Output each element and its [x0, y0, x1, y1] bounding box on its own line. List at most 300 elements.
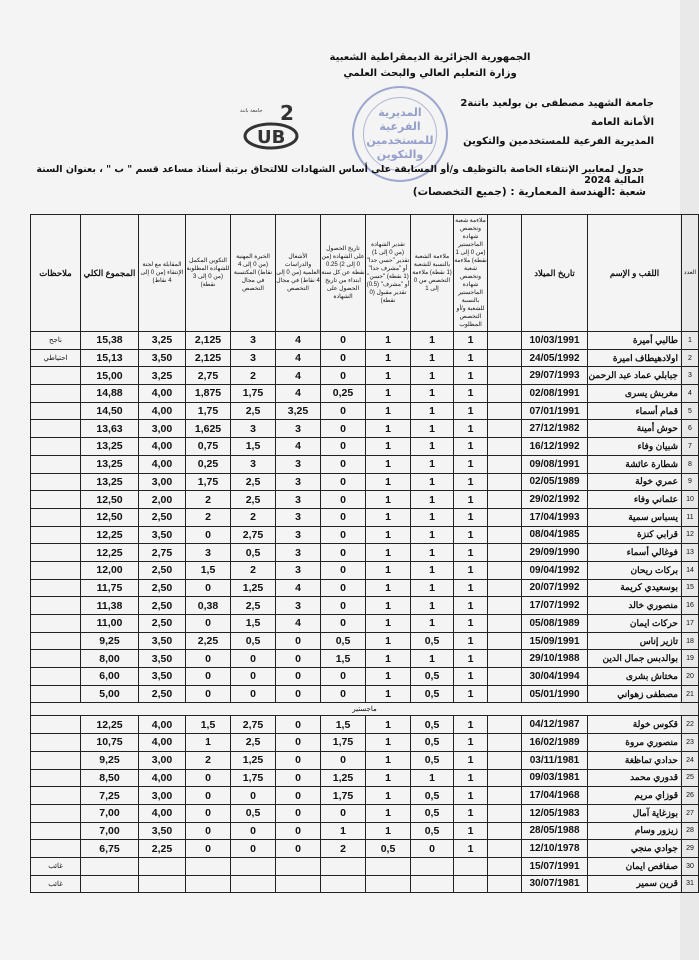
col-c7: التكوين المكمل للشهادة المطلوبة (من 0 إلى 3 نقطة) — [186, 215, 231, 332]
cell-birth-date: 29/02/1992 — [522, 491, 588, 509]
cell-grade: 1 — [366, 734, 411, 752]
cell-specialty: 0,5 — [411, 685, 454, 703]
cell-name: قرين سمير — [588, 875, 682, 893]
cell-specialty: 1 — [411, 473, 454, 491]
col-c2: ملاءمة الشعبة بالنسبة للشعبة (1 نقطة) ملاءمة التخصص من 0 إلى 1 — [411, 215, 454, 332]
cell-date-obtained: 0 — [321, 526, 366, 544]
cell-birth-date: 27/12/1982 — [522, 420, 588, 438]
cell-number: 30 — [682, 857, 699, 875]
cell-grade: 1 — [366, 822, 411, 840]
cell-grade: 1 — [366, 491, 411, 509]
cell-interview: 4,00 — [139, 438, 186, 456]
cell-notes — [31, 508, 81, 526]
cell-date-obtained: 0 — [321, 402, 366, 420]
cell-experience: 3 — [231, 332, 276, 350]
table-row — [31, 579, 699, 597]
cell-experience: 0 — [231, 685, 276, 703]
cell-grade: 1 — [366, 473, 411, 491]
cell-total: 13,63 — [81, 420, 139, 438]
cell-total — [81, 857, 139, 875]
cell-works: 0 — [276, 716, 321, 734]
cell-name: قمام أسماء — [588, 402, 682, 420]
cell-specialty: 1 — [411, 367, 454, 385]
cell-name: حركات ايمان — [588, 615, 682, 633]
cell-specialty: 0,5 — [411, 787, 454, 805]
cell-grade: 1 — [366, 420, 411, 438]
cell-experience: 2,5 — [231, 473, 276, 491]
cell-branch: 1 — [454, 716, 488, 734]
cell-date-obtained: 1,75 — [321, 734, 366, 752]
cell-interview: 3,00 — [139, 420, 186, 438]
cell-interview — [139, 857, 186, 875]
cell-branch: 1 — [454, 420, 488, 438]
cell-works: 3 — [276, 491, 321, 509]
cell-birth-date: 17/04/1993 — [522, 508, 588, 526]
cell-experience: 1,25 — [231, 579, 276, 597]
cell-number: 13 — [682, 544, 699, 562]
document-subtitle: شعبة :الهندسة المعمارية : (جميع التخصصات) — [412, 186, 646, 198]
cell-training: 1,5 — [186, 561, 231, 579]
cell-interview: 2,50 — [139, 508, 186, 526]
cell-empty — [488, 632, 522, 650]
cell-notes — [31, 367, 81, 385]
cell-total: 9,25 — [81, 751, 139, 769]
cell-grade — [366, 857, 411, 875]
cell-empty — [488, 420, 522, 438]
cell-total: 11,00 — [81, 615, 139, 633]
cell-number: 17 — [682, 615, 699, 633]
cell-notes — [31, 402, 81, 420]
cell-number: 10 — [682, 491, 699, 509]
cell-name: عمري خولة — [588, 473, 682, 491]
header-right — [414, 94, 654, 151]
cell-branch: 1 — [454, 597, 488, 615]
cell-experience: 2,5 — [231, 734, 276, 752]
cell-interview: 4,00 — [139, 402, 186, 420]
cell-date-obtained: 0 — [321, 332, 366, 350]
cell-branch: 1 — [454, 804, 488, 822]
cell-birth-date: 05/08/1989 — [522, 615, 588, 633]
cell-total: 5,00 — [81, 685, 139, 703]
cell-grade: 1 — [366, 668, 411, 686]
cell-training: 0 — [186, 615, 231, 633]
cell-works: 4 — [276, 615, 321, 633]
cell-specialty: 0,5 — [411, 668, 454, 686]
cell-name: مصطفى زهواني — [588, 685, 682, 703]
cell-date-obtained: 0 — [321, 668, 366, 686]
cell-notes — [31, 685, 81, 703]
table-row — [31, 473, 699, 491]
cell-branch: 1 — [454, 349, 488, 367]
cell-specialty: 0,5 — [411, 804, 454, 822]
cell-works: 0 — [276, 650, 321, 668]
cell-date-obtained: 0 — [321, 544, 366, 562]
cell-specialty: 1 — [411, 385, 454, 403]
cell-experience: 1,5 — [231, 438, 276, 456]
cell-name: حوش أمينة — [588, 420, 682, 438]
cell-grade: 1 — [366, 787, 411, 805]
cell-interview: 3,50 — [139, 632, 186, 650]
cell-works: 0 — [276, 804, 321, 822]
cell-interview: 3,25 — [139, 332, 186, 350]
cell-interview: 3,00 — [139, 473, 186, 491]
cell-branch: 1 — [454, 561, 488, 579]
cell-number: 14 — [682, 561, 699, 579]
cell-experience: 2,75 — [231, 526, 276, 544]
cell-experience: 0 — [231, 822, 276, 840]
university-line: جامعة الشهيد مصطفى بن بولعيد باتنة2 — [460, 98, 654, 109]
cell-experience: 2 — [231, 561, 276, 579]
cell-grade: 1 — [366, 385, 411, 403]
cell-notes — [31, 769, 81, 787]
cell-date-obtained — [321, 875, 366, 893]
cell-date-obtained: 0 — [321, 438, 366, 456]
cell-interview: 4,00 — [139, 455, 186, 473]
cell-branch: 1 — [454, 402, 488, 420]
cell-experience: 1,75 — [231, 769, 276, 787]
cell-name: بوزغاية آمال — [588, 804, 682, 822]
cell-notes — [31, 385, 81, 403]
cell-birth-date: 09/08/1991 — [522, 455, 588, 473]
table-row — [31, 668, 699, 686]
cell-notes — [31, 822, 81, 840]
stamp-text: المديرية الفرعية للمستخدمين والتكوين — [366, 106, 434, 161]
cell-experience: 2 — [231, 508, 276, 526]
table-row — [31, 526, 699, 544]
cell-experience: 0 — [231, 840, 276, 858]
cell-specialty: 1 — [411, 579, 454, 597]
cell-works: 0 — [276, 751, 321, 769]
cell-total: 14,88 — [81, 385, 139, 403]
cell-empty — [488, 561, 522, 579]
cell-date-obtained: 2 — [321, 840, 366, 858]
cell-branch: 1 — [454, 385, 488, 403]
cell-grade: 1 — [366, 332, 411, 350]
cell-works: 3 — [276, 455, 321, 473]
cell-works: 3 — [276, 597, 321, 615]
cell-birth-date: 24/05/1992 — [522, 349, 588, 367]
cell-interview: 2,75 — [139, 544, 186, 562]
table-row — [31, 804, 699, 822]
cell-number: 25 — [682, 769, 699, 787]
cell-empty — [488, 349, 522, 367]
cell-specialty: 1 — [411, 769, 454, 787]
table-row — [31, 822, 699, 840]
cell-total: 12,25 — [81, 526, 139, 544]
cell-number: 16 — [682, 597, 699, 615]
cell-date-obtained: 0 — [321, 804, 366, 822]
cell-total: 15,00 — [81, 367, 139, 385]
cell-notes — [31, 840, 81, 858]
cell-total: 12,00 — [81, 561, 139, 579]
cell-branch: 1 — [454, 840, 488, 858]
cell-grade — [366, 875, 411, 893]
cell-training: 0 — [186, 526, 231, 544]
cell-grade: 1 — [366, 716, 411, 734]
cell-total: 15,38 — [81, 332, 139, 350]
table-row — [31, 385, 699, 403]
cell-number: 29 — [682, 840, 699, 858]
cell-total: 6,00 — [81, 668, 139, 686]
cell-works: 0 — [276, 769, 321, 787]
cell-total: 7,25 — [81, 787, 139, 805]
cell-notes — [31, 420, 81, 438]
cell-name: منصوري خالد — [588, 597, 682, 615]
cell-total: 12,50 — [81, 508, 139, 526]
cell-interview: 2,00 — [139, 491, 186, 509]
cell-interview — [139, 875, 186, 893]
col-c1: ملاءمة شعبة وتخصص شهادة الماجستير (من 0 إلى 1 نقطة) ملاءمة شعبة وتخصص شهادة الماجستير بالنسبة للشعبة و/أو التخصص المطلوب — [454, 215, 488, 332]
cell-name: مختاش بشرى — [588, 668, 682, 686]
cell-training: 1,75 — [186, 473, 231, 491]
cell-works: 3 — [276, 508, 321, 526]
cell-total: 6,75 — [81, 840, 139, 858]
cell-grade: 1 — [366, 632, 411, 650]
cell-interview: 3,25 — [139, 367, 186, 385]
cell-name: يسباس سمية — [588, 508, 682, 526]
cell-grade: 1 — [366, 526, 411, 544]
cell-interview: 3,00 — [139, 751, 186, 769]
cell-training: 3 — [186, 544, 231, 562]
cell-number: 7 — [682, 438, 699, 456]
cell-grade: 1 — [366, 544, 411, 562]
cell-notes — [31, 455, 81, 473]
col-c5: الأشغال والدراسات العلمية (من 0 إلى 4 نقاط) في مجال التخصص — [276, 215, 321, 332]
cell-name: زيزور وسام — [588, 822, 682, 840]
ministry-line: وزارة التعليم العالي والبحث العلمي — [343, 68, 517, 79]
cell-birth-date: 30/07/1981 — [522, 875, 588, 893]
cell-birth-date: 15/09/1991 — [522, 632, 588, 650]
cell-specialty: 1 — [411, 420, 454, 438]
cell-works: 0 — [276, 787, 321, 805]
cell-number: 6 — [682, 420, 699, 438]
cell-specialty: 0,5 — [411, 716, 454, 734]
table-row — [31, 650, 699, 668]
cell-notes — [31, 438, 81, 456]
cell-grade: 1 — [366, 508, 411, 526]
table-row — [31, 402, 699, 420]
cell-training: 0 — [186, 840, 231, 858]
cell-empty — [488, 734, 522, 752]
cell-total: 11,38 — [81, 597, 139, 615]
cell-total: 12,50 — [81, 491, 139, 509]
col-birth: تاريخ الميلاد — [522, 215, 588, 332]
cell-number: 12 — [682, 526, 699, 544]
cell-notes: احتياطي — [31, 349, 81, 367]
cell-specialty: 0,5 — [411, 751, 454, 769]
col-name: اللقب و الإسم — [588, 215, 682, 332]
cell-name: صفافص ايمان — [588, 857, 682, 875]
cell-specialty: 1 — [411, 561, 454, 579]
cell-works — [276, 875, 321, 893]
cell-branch: 1 — [454, 438, 488, 456]
cell-specialty: 1 — [411, 544, 454, 562]
table-row — [31, 349, 699, 367]
cell-birth-date: 07/01/1991 — [522, 402, 588, 420]
cell-grade: 1 — [366, 438, 411, 456]
cell-grade: 1 — [366, 367, 411, 385]
cell-specialty: 0,5 — [411, 822, 454, 840]
table-row — [31, 875, 699, 893]
cell-interview: 2,50 — [139, 579, 186, 597]
cell-training: 0 — [186, 787, 231, 805]
cell-date-obtained: 0 — [321, 561, 366, 579]
separator-row — [31, 703, 699, 716]
cell-branch: 1 — [454, 332, 488, 350]
cell-name: مغربش يسرى — [588, 385, 682, 403]
cell-notes — [31, 473, 81, 491]
cell-date-obtained: 0 — [321, 420, 366, 438]
cell-grade: 1 — [366, 349, 411, 367]
cell-number: 26 — [682, 787, 699, 805]
cell-name: شبيان وفاء — [588, 438, 682, 456]
cell-training: 2,75 — [186, 367, 231, 385]
cell-total: 8,00 — [81, 650, 139, 668]
cell-date-obtained: 0 — [321, 455, 366, 473]
table-row — [31, 438, 699, 456]
cell-works: 0 — [276, 632, 321, 650]
cell-specialty: 1 — [411, 597, 454, 615]
cell-notes — [31, 544, 81, 562]
cell-grade: 1 — [366, 751, 411, 769]
cell-works: 3 — [276, 561, 321, 579]
cell-experience: 2,5 — [231, 491, 276, 509]
cell-empty — [488, 804, 522, 822]
cell-works: 0 — [276, 840, 321, 858]
cell-birth-date: 17/07/1992 — [522, 597, 588, 615]
cell-specialty: 1 — [411, 438, 454, 456]
cell-birth-date: 12/05/1983 — [522, 804, 588, 822]
table-header-row — [31, 215, 699, 332]
cell-name: بوالدبس جمال الدين — [588, 650, 682, 668]
cell-total: 13,25 — [81, 438, 139, 456]
cell-name: بوسعيدي كريمة — [588, 579, 682, 597]
cell-training: 2,25 — [186, 632, 231, 650]
cell-interview: 4,00 — [139, 716, 186, 734]
cell-empty — [488, 615, 522, 633]
col-c0 — [488, 215, 522, 332]
cell-experience: 0,5 — [231, 544, 276, 562]
cell-number: 23 — [682, 734, 699, 752]
cell-branch: 1 — [454, 787, 488, 805]
cell-interview: 4,00 — [139, 734, 186, 752]
table-row — [31, 332, 699, 350]
cell-date-obtained: 1 — [321, 822, 366, 840]
cell-interview: 4,00 — [139, 804, 186, 822]
cell-notes — [31, 716, 81, 734]
cell-birth-date: 05/01/1990 — [522, 685, 588, 703]
cell-interview: 4,00 — [139, 769, 186, 787]
cell-name: بركات ريحان — [588, 561, 682, 579]
table-row — [31, 787, 699, 805]
table-row — [31, 685, 699, 703]
cell-experience: 1,5 — [231, 615, 276, 633]
cell-empty — [488, 385, 522, 403]
cell-empty — [488, 579, 522, 597]
cell-interview: 2,50 — [139, 561, 186, 579]
cell-notes — [31, 668, 81, 686]
cell-training: 0 — [186, 579, 231, 597]
cell-birth-date: 12/10/1978 — [522, 840, 588, 858]
cell-experience: 1,25 — [231, 751, 276, 769]
cell-works: 0 — [276, 685, 321, 703]
cell-specialty: 0,5 — [411, 734, 454, 752]
cell-name: حدادي تماظغة — [588, 751, 682, 769]
cell-grade: 1 — [366, 597, 411, 615]
cell-interview: 3,50 — [139, 650, 186, 668]
cell-date-obtained: 0 — [321, 615, 366, 633]
cell-grade: 1 — [366, 579, 411, 597]
cell-birth-date: 08/04/1985 — [522, 526, 588, 544]
cell-experience — [231, 875, 276, 893]
cell-notes — [31, 579, 81, 597]
cell-name: قكوس خولة — [588, 716, 682, 734]
cell-birth-date: 04/12/1987 — [522, 716, 588, 734]
cell-empty — [488, 402, 522, 420]
cell-training — [186, 875, 231, 893]
cell-empty — [488, 769, 522, 787]
table-row — [31, 420, 699, 438]
cell-branch: 1 — [454, 668, 488, 686]
cell-works: 3 — [276, 544, 321, 562]
cell-specialty: 0,5 — [411, 632, 454, 650]
cell-experience: 2,5 — [231, 597, 276, 615]
cell-branch: 1 — [454, 526, 488, 544]
cell-date-obtained: 0,5 — [321, 632, 366, 650]
cell-total: 12,25 — [81, 716, 139, 734]
table-row — [31, 769, 699, 787]
cell-specialty: 1 — [411, 650, 454, 668]
table-row — [31, 751, 699, 769]
cell-experience: 0 — [231, 787, 276, 805]
cell-works: 4 — [276, 579, 321, 597]
cell-works: 0 — [276, 668, 321, 686]
cell-training: 1 — [186, 734, 231, 752]
cell-date-obtained: 0 — [321, 579, 366, 597]
secretariat-line: الأمانة العامة — [591, 117, 654, 128]
university-logo — [236, 100, 306, 156]
results-table — [30, 214, 699, 893]
table-row — [31, 508, 699, 526]
cell-grade: 1 — [366, 455, 411, 473]
cell-experience: 0,5 — [231, 804, 276, 822]
cell-training: 0 — [186, 668, 231, 686]
cell-name: جبابلي عماد عبد الرحمن — [588, 367, 682, 385]
cell-empty — [488, 473, 522, 491]
cell-specialty: 1 — [411, 491, 454, 509]
cell-experience: 1,75 — [231, 385, 276, 403]
cell-works: 4 — [276, 332, 321, 350]
cell-training: 0 — [186, 822, 231, 840]
cell-number: 2 — [682, 349, 699, 367]
cell-interview: 3,50 — [139, 668, 186, 686]
cell-birth-date: 28/05/1988 — [522, 822, 588, 840]
cell-name: شطارة عائشة — [588, 455, 682, 473]
cell-birth-date: 17/04/1968 — [522, 787, 588, 805]
cell-works — [276, 857, 321, 875]
cell-number: 28 — [682, 822, 699, 840]
cell-works: 4 — [276, 385, 321, 403]
cell-experience: 0,5 — [231, 632, 276, 650]
cell-birth-date: 15/07/1991 — [522, 857, 588, 875]
cell-number: 24 — [682, 751, 699, 769]
cell-date-obtained: 0 — [321, 473, 366, 491]
cell-training: 1,5 — [186, 716, 231, 734]
cell-empty — [488, 716, 522, 734]
cell-works: 3 — [276, 420, 321, 438]
cell-experience: 2,75 — [231, 716, 276, 734]
cell-training — [186, 857, 231, 875]
